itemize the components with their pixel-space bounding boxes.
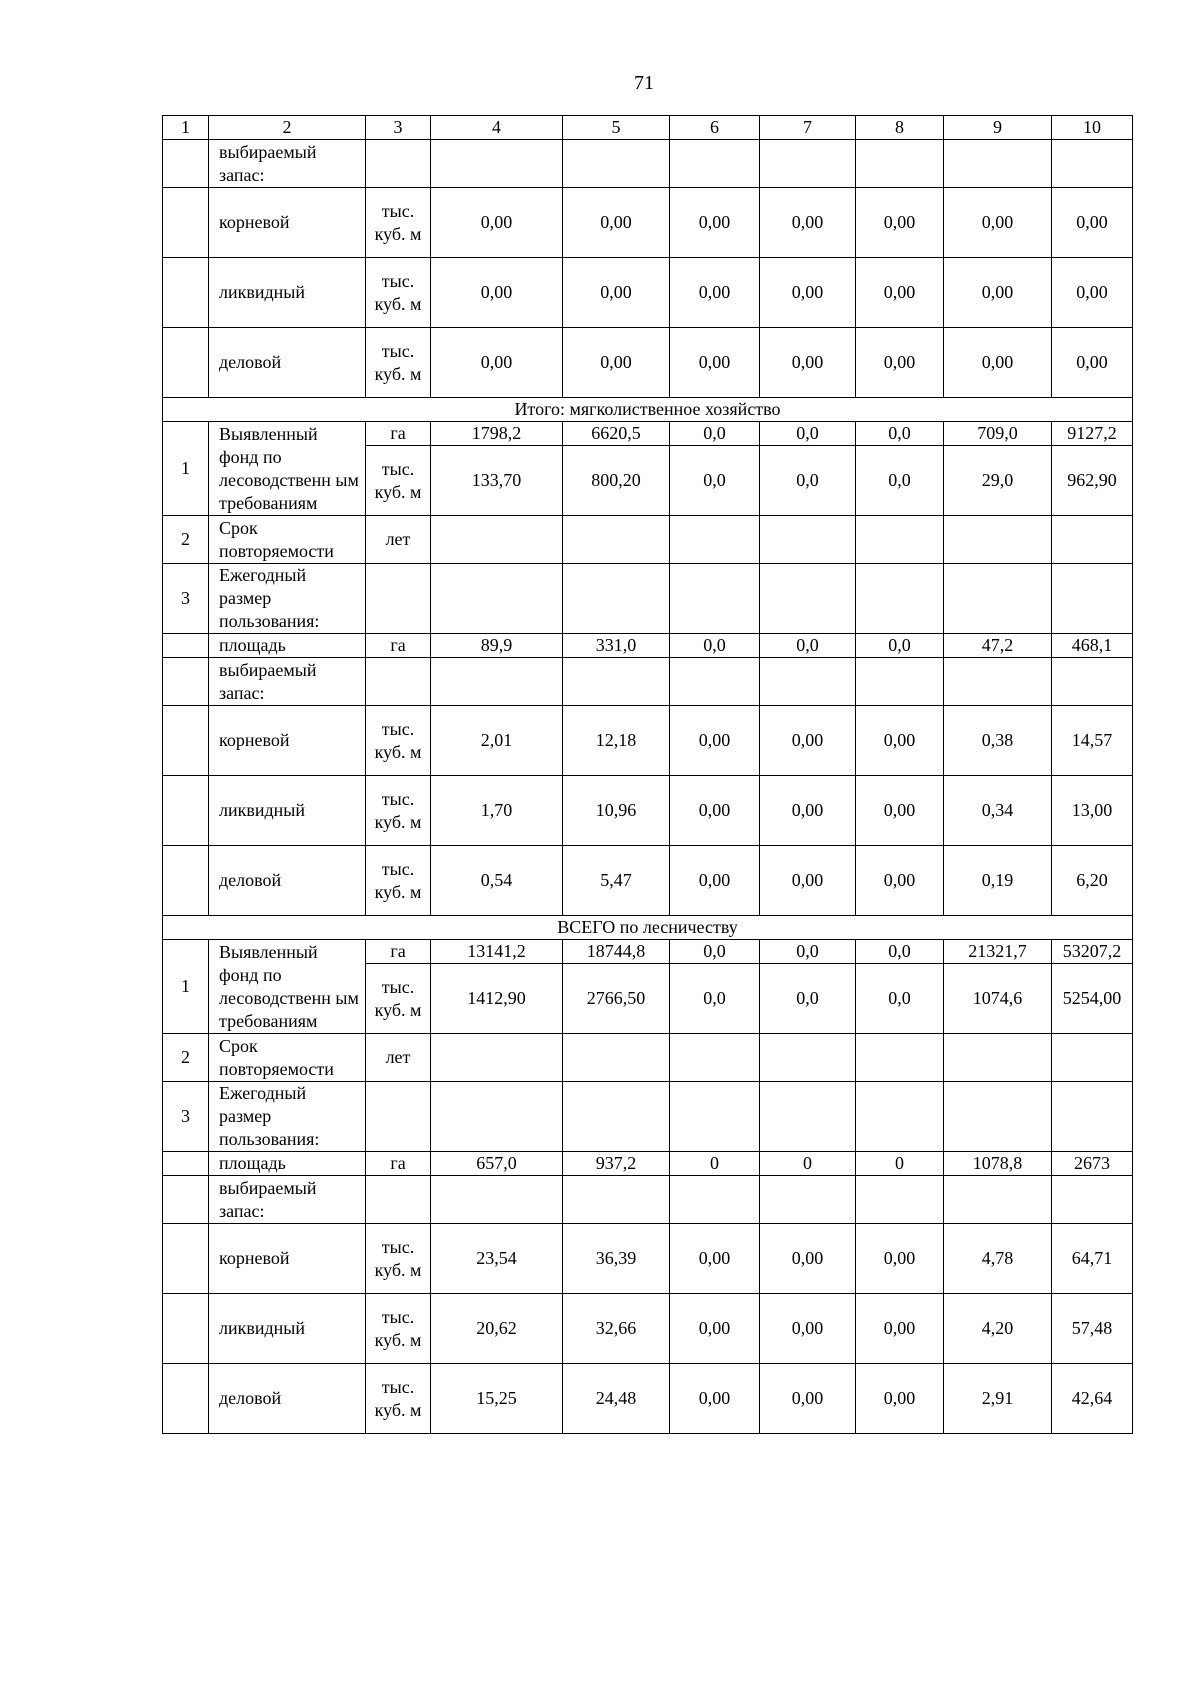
value-cell: 89,9 — [431, 634, 563, 658]
value-cell: 0,0 — [670, 446, 760, 516]
vybiraemyi-row — [163, 1176, 1133, 1224]
value-cell: 53207,2 — [1052, 940, 1133, 964]
value-cell: 42,64 — [1052, 1364, 1133, 1434]
row-label: корневой — [209, 706, 366, 776]
value-cell: 0,0 — [670, 964, 760, 1034]
empty-cell — [760, 564, 856, 634]
kornevoi-row — [163, 1224, 1133, 1294]
value-cell: 0,00 — [760, 258, 856, 328]
fond-ga-row — [163, 940, 1133, 964]
unit-cell: тыс. куб. м — [366, 1224, 431, 1294]
value-cell: 0,00 — [856, 1364, 944, 1434]
empty-cell — [944, 1082, 1052, 1152]
value-cell: 0,0 — [670, 634, 760, 658]
value-cell: 0,00 — [760, 706, 856, 776]
empty-cell — [366, 140, 431, 188]
col-header: 4 — [431, 116, 563, 140]
kornevoi-row — [163, 706, 1133, 776]
section-title-row — [163, 398, 1133, 422]
unit-cell: тыс. куб. м — [366, 328, 431, 398]
value-cell: 1078,8 — [944, 1152, 1052, 1176]
value-cell: 20,62 — [431, 1294, 563, 1364]
value-cell: 0,00 — [856, 846, 944, 916]
unit-cell: тыс. куб. м — [366, 964, 431, 1034]
value-cell: 0,0 — [856, 422, 944, 446]
unit-cell: га — [366, 1152, 431, 1176]
empty-cell — [760, 140, 856, 188]
value-cell: 13141,2 — [431, 940, 563, 964]
unit-cell: лет — [366, 516, 431, 564]
row-label: Ежегодный размер пользования: — [209, 564, 366, 634]
empty-cell — [563, 658, 670, 706]
row-label: Ежегодный размер пользования: — [209, 1082, 366, 1152]
value-cell: 962,90 — [1052, 446, 1133, 516]
row-label: выбираемый запас: — [209, 658, 366, 706]
value-cell: 0,00 — [670, 1294, 760, 1364]
empty-cell — [670, 516, 760, 564]
col-header: 8 — [856, 116, 944, 140]
section-title: Итого: мягколиственное хозяйство — [163, 398, 1133, 422]
value-cell: 0,00 — [760, 1224, 856, 1294]
empty-cell — [1052, 516, 1133, 564]
num-cell: 3 — [163, 1082, 209, 1152]
value-cell: 47,2 — [944, 634, 1052, 658]
empty-cell — [944, 564, 1052, 634]
value-cell: 0,00 — [670, 1364, 760, 1434]
value-cell: 4,78 — [944, 1224, 1052, 1294]
column-number-row — [163, 116, 1133, 140]
col-header: 1 — [163, 116, 209, 140]
unit-cell: тыс. куб. м — [366, 776, 431, 846]
unit-cell: тыс. куб. м — [366, 188, 431, 258]
unit-cell: тыс. куб. м — [366, 446, 431, 516]
kornevoi-row — [163, 188, 1133, 258]
value-cell: 0,00 — [670, 776, 760, 846]
value-cell: 0,00 — [431, 258, 563, 328]
row-label: Срок повторяемости — [209, 1034, 366, 1082]
value-cell: 57,48 — [1052, 1294, 1133, 1364]
row-label: Выявленный фонд по лесоводственн ым требованиям — [209, 422, 366, 516]
value-cell: 0,0 — [670, 422, 760, 446]
col-header: 10 — [1052, 116, 1133, 140]
srok-row — [163, 1034, 1133, 1082]
delovoi-row — [163, 1364, 1133, 1434]
num-cell — [163, 776, 209, 846]
ezhegodnyi-row — [163, 1082, 1133, 1152]
empty-cell — [856, 140, 944, 188]
empty-cell — [670, 1082, 760, 1152]
empty-cell — [366, 1176, 431, 1224]
value-cell: 0 — [670, 1152, 760, 1176]
empty-cell — [563, 516, 670, 564]
unit-cell: тыс. куб. м — [366, 846, 431, 916]
empty-cell — [760, 1034, 856, 1082]
num-cell — [163, 188, 209, 258]
empty-cell — [1052, 140, 1133, 188]
value-cell: 0,0 — [856, 940, 944, 964]
num-cell — [163, 1294, 209, 1364]
value-cell: 36,39 — [563, 1224, 670, 1294]
value-cell: 2,01 — [431, 706, 563, 776]
value-cell: 0 — [856, 1152, 944, 1176]
value-cell: 13,00 — [1052, 776, 1133, 846]
value-cell: 0,0 — [856, 964, 944, 1034]
empty-cell — [760, 1082, 856, 1152]
value-cell: 0,00 — [670, 328, 760, 398]
num-cell — [163, 328, 209, 398]
row-label: площадь — [209, 1152, 366, 1176]
value-cell: 468,1 — [1052, 634, 1133, 658]
empty-cell — [1052, 1176, 1133, 1224]
value-cell: 0,00 — [563, 258, 670, 328]
value-cell: 0,00 — [431, 328, 563, 398]
unit-cell: тыс. куб. м — [366, 706, 431, 776]
value-cell: 0,38 — [944, 706, 1052, 776]
empty-cell — [944, 140, 1052, 188]
fond-ga-row — [163, 422, 1133, 446]
unit-cell: лет — [366, 1034, 431, 1082]
value-cell: 0,00 — [1052, 258, 1133, 328]
num-cell: 1 — [163, 940, 209, 1034]
value-cell: 0,0 — [760, 634, 856, 658]
empty-cell — [856, 1082, 944, 1152]
row-label: корневой — [209, 188, 366, 258]
value-cell: 1,70 — [431, 776, 563, 846]
value-cell: 0,00 — [431, 188, 563, 258]
col-header: 6 — [670, 116, 760, 140]
section-title-row — [163, 916, 1133, 940]
empty-cell — [431, 658, 563, 706]
value-cell: 0,0 — [760, 964, 856, 1034]
value-cell: 0,54 — [431, 846, 563, 916]
empty-cell — [760, 516, 856, 564]
section-title: ВСЕГО по лесничеству — [163, 916, 1133, 940]
empty-cell — [563, 564, 670, 634]
vybiraemyi-row — [163, 658, 1133, 706]
empty-cell — [856, 1176, 944, 1224]
value-cell: 0,00 — [856, 188, 944, 258]
empty-cell — [856, 1034, 944, 1082]
num-cell — [163, 634, 209, 658]
empty-cell — [563, 1082, 670, 1152]
value-cell: 32,66 — [563, 1294, 670, 1364]
value-cell: 709,0 — [944, 422, 1052, 446]
unit-cell: тыс. куб. м — [366, 258, 431, 328]
num-cell: 2 — [163, 516, 209, 564]
value-cell: 0,0 — [856, 446, 944, 516]
value-cell: 24,48 — [563, 1364, 670, 1434]
likvidnyi-row — [163, 776, 1133, 846]
empty-cell — [1052, 658, 1133, 706]
vybiraemyi-row — [163, 140, 1133, 188]
empty-cell — [856, 564, 944, 634]
value-cell: 15,25 — [431, 1364, 563, 1434]
empty-cell — [944, 1034, 1052, 1082]
value-cell: 0,0 — [856, 634, 944, 658]
value-cell: 10,96 — [563, 776, 670, 846]
unit-cell: га — [366, 634, 431, 658]
srok-row — [163, 516, 1133, 564]
num-cell — [163, 846, 209, 916]
value-cell: 0,0 — [760, 940, 856, 964]
value-cell: 14,57 — [1052, 706, 1133, 776]
value-cell: 0,00 — [1052, 328, 1133, 398]
value-cell: 2766,50 — [563, 964, 670, 1034]
empty-cell — [856, 516, 944, 564]
row-label: Срок повторяемости — [209, 516, 366, 564]
empty-cell — [563, 1176, 670, 1224]
likvidnyi-row — [163, 1294, 1133, 1364]
value-cell: 0,00 — [670, 188, 760, 258]
delovoi-row — [163, 846, 1133, 916]
col-header: 7 — [760, 116, 856, 140]
value-cell: 4,20 — [944, 1294, 1052, 1364]
value-cell: 800,20 — [563, 446, 670, 516]
empty-cell — [944, 516, 1052, 564]
value-cell: 0,00 — [944, 258, 1052, 328]
empty-cell — [431, 1176, 563, 1224]
num-cell — [163, 140, 209, 188]
num-cell — [163, 258, 209, 328]
empty-cell — [431, 564, 563, 634]
row-label: деловой — [209, 846, 366, 916]
empty-cell — [856, 658, 944, 706]
value-cell: 0,00 — [944, 328, 1052, 398]
empty-cell — [944, 658, 1052, 706]
value-cell: 64,71 — [1052, 1224, 1133, 1294]
ezhegodnyi-row — [163, 564, 1133, 634]
num-cell — [163, 658, 209, 706]
empty-cell — [431, 1034, 563, 1082]
row-label: площадь — [209, 634, 366, 658]
value-cell: 133,70 — [431, 446, 563, 516]
value-cell: 0,00 — [944, 188, 1052, 258]
empty-cell — [760, 658, 856, 706]
empty-cell — [1052, 1034, 1133, 1082]
value-cell: 0,00 — [670, 258, 760, 328]
ploshchad-row — [163, 1152, 1133, 1176]
empty-cell — [563, 140, 670, 188]
value-cell: 12,18 — [563, 706, 670, 776]
empty-cell — [670, 658, 760, 706]
col-header: 2 — [209, 116, 366, 140]
value-cell: 331,0 — [563, 634, 670, 658]
empty-cell — [431, 140, 563, 188]
forest-use-table — [162, 115, 1133, 1434]
value-cell: 0,00 — [760, 1294, 856, 1364]
row-label: Выявленный фонд по лесоводственн ым требованиям — [209, 940, 366, 1034]
empty-cell — [431, 1082, 563, 1152]
empty-cell — [670, 140, 760, 188]
empty-cell — [1052, 1082, 1133, 1152]
num-cell: 1 — [163, 422, 209, 516]
col-header: 3 — [366, 116, 431, 140]
value-cell: 5254,00 — [1052, 964, 1133, 1034]
empty-cell — [670, 1034, 760, 1082]
num-cell: 2 — [163, 1034, 209, 1082]
value-cell: 9127,2 — [1052, 422, 1133, 446]
row-label: выбираемый запас: — [209, 1176, 366, 1224]
value-cell: 0,00 — [856, 328, 944, 398]
delovoi-row — [163, 328, 1133, 398]
col-header: 5 — [563, 116, 670, 140]
value-cell: 0,00 — [760, 328, 856, 398]
row-label: корневой — [209, 1224, 366, 1294]
row-label: ликвидный — [209, 1294, 366, 1364]
row-label: выбираемый запас: — [209, 140, 366, 188]
value-cell: 0,00 — [856, 1294, 944, 1364]
value-cell: 0,00 — [760, 188, 856, 258]
row-label: деловой — [209, 1364, 366, 1434]
num-cell — [163, 1176, 209, 1224]
num-cell — [163, 1364, 209, 1434]
value-cell: 0,00 — [563, 328, 670, 398]
empty-cell — [670, 1176, 760, 1224]
value-cell: 0,00 — [1052, 188, 1133, 258]
empty-cell — [1052, 564, 1133, 634]
value-cell: 18744,8 — [563, 940, 670, 964]
value-cell: 0,00 — [670, 846, 760, 916]
likvidnyi-row — [163, 258, 1133, 328]
empty-cell — [366, 1082, 431, 1152]
value-cell: 0,00 — [760, 776, 856, 846]
value-cell: 0,00 — [760, 846, 856, 916]
table-body — [163, 116, 1133, 1434]
value-cell: 0,00 — [670, 1224, 760, 1294]
value-cell: 0,00 — [760, 1364, 856, 1434]
col-header: 9 — [944, 116, 1052, 140]
empty-cell — [670, 564, 760, 634]
unit-cell: га — [366, 422, 431, 446]
value-cell: 2673 — [1052, 1152, 1133, 1176]
value-cell: 29,0 — [944, 446, 1052, 516]
value-cell: 21321,7 — [944, 940, 1052, 964]
page-number: 71 — [634, 72, 654, 94]
value-cell: 5,47 — [563, 846, 670, 916]
row-label: ликвидный — [209, 258, 366, 328]
value-cell: 0,00 — [670, 706, 760, 776]
num-cell — [163, 1224, 209, 1294]
row-label: ликвидный — [209, 776, 366, 846]
empty-cell — [431, 516, 563, 564]
value-cell: 0,00 — [856, 776, 944, 846]
value-cell: 1074,6 — [944, 964, 1052, 1034]
value-cell: 23,54 — [431, 1224, 563, 1294]
value-cell: 0,0 — [760, 446, 856, 516]
value-cell: 6,20 — [1052, 846, 1133, 916]
unit-cell: тыс. куб. м — [366, 1364, 431, 1434]
value-cell: 0,0 — [670, 940, 760, 964]
empty-cell — [563, 1034, 670, 1082]
ploshchad-row — [163, 634, 1133, 658]
value-cell: 0,00 — [856, 706, 944, 776]
value-cell: 2,91 — [944, 1364, 1052, 1434]
num-cell — [163, 706, 209, 776]
value-cell: 0,00 — [856, 258, 944, 328]
value-cell: 0 — [760, 1152, 856, 1176]
value-cell: 1412,90 — [431, 964, 563, 1034]
value-cell: 0,00 — [563, 188, 670, 258]
value-cell: 1798,2 — [431, 422, 563, 446]
value-cell: 0,19 — [944, 846, 1052, 916]
value-cell: 6620,5 — [563, 422, 670, 446]
empty-cell — [366, 658, 431, 706]
value-cell: 657,0 — [431, 1152, 563, 1176]
unit-cell: тыс. куб. м — [366, 1294, 431, 1364]
empty-cell — [944, 1176, 1052, 1224]
num-cell: 3 — [163, 564, 209, 634]
value-cell: 0,0 — [760, 422, 856, 446]
row-label: деловой — [209, 328, 366, 398]
value-cell: 0,34 — [944, 776, 1052, 846]
empty-cell — [760, 1176, 856, 1224]
empty-cell — [366, 564, 431, 634]
unit-cell: га — [366, 940, 431, 964]
num-cell — [163, 1152, 209, 1176]
value-cell: 937,2 — [563, 1152, 670, 1176]
value-cell: 0,00 — [856, 1224, 944, 1294]
